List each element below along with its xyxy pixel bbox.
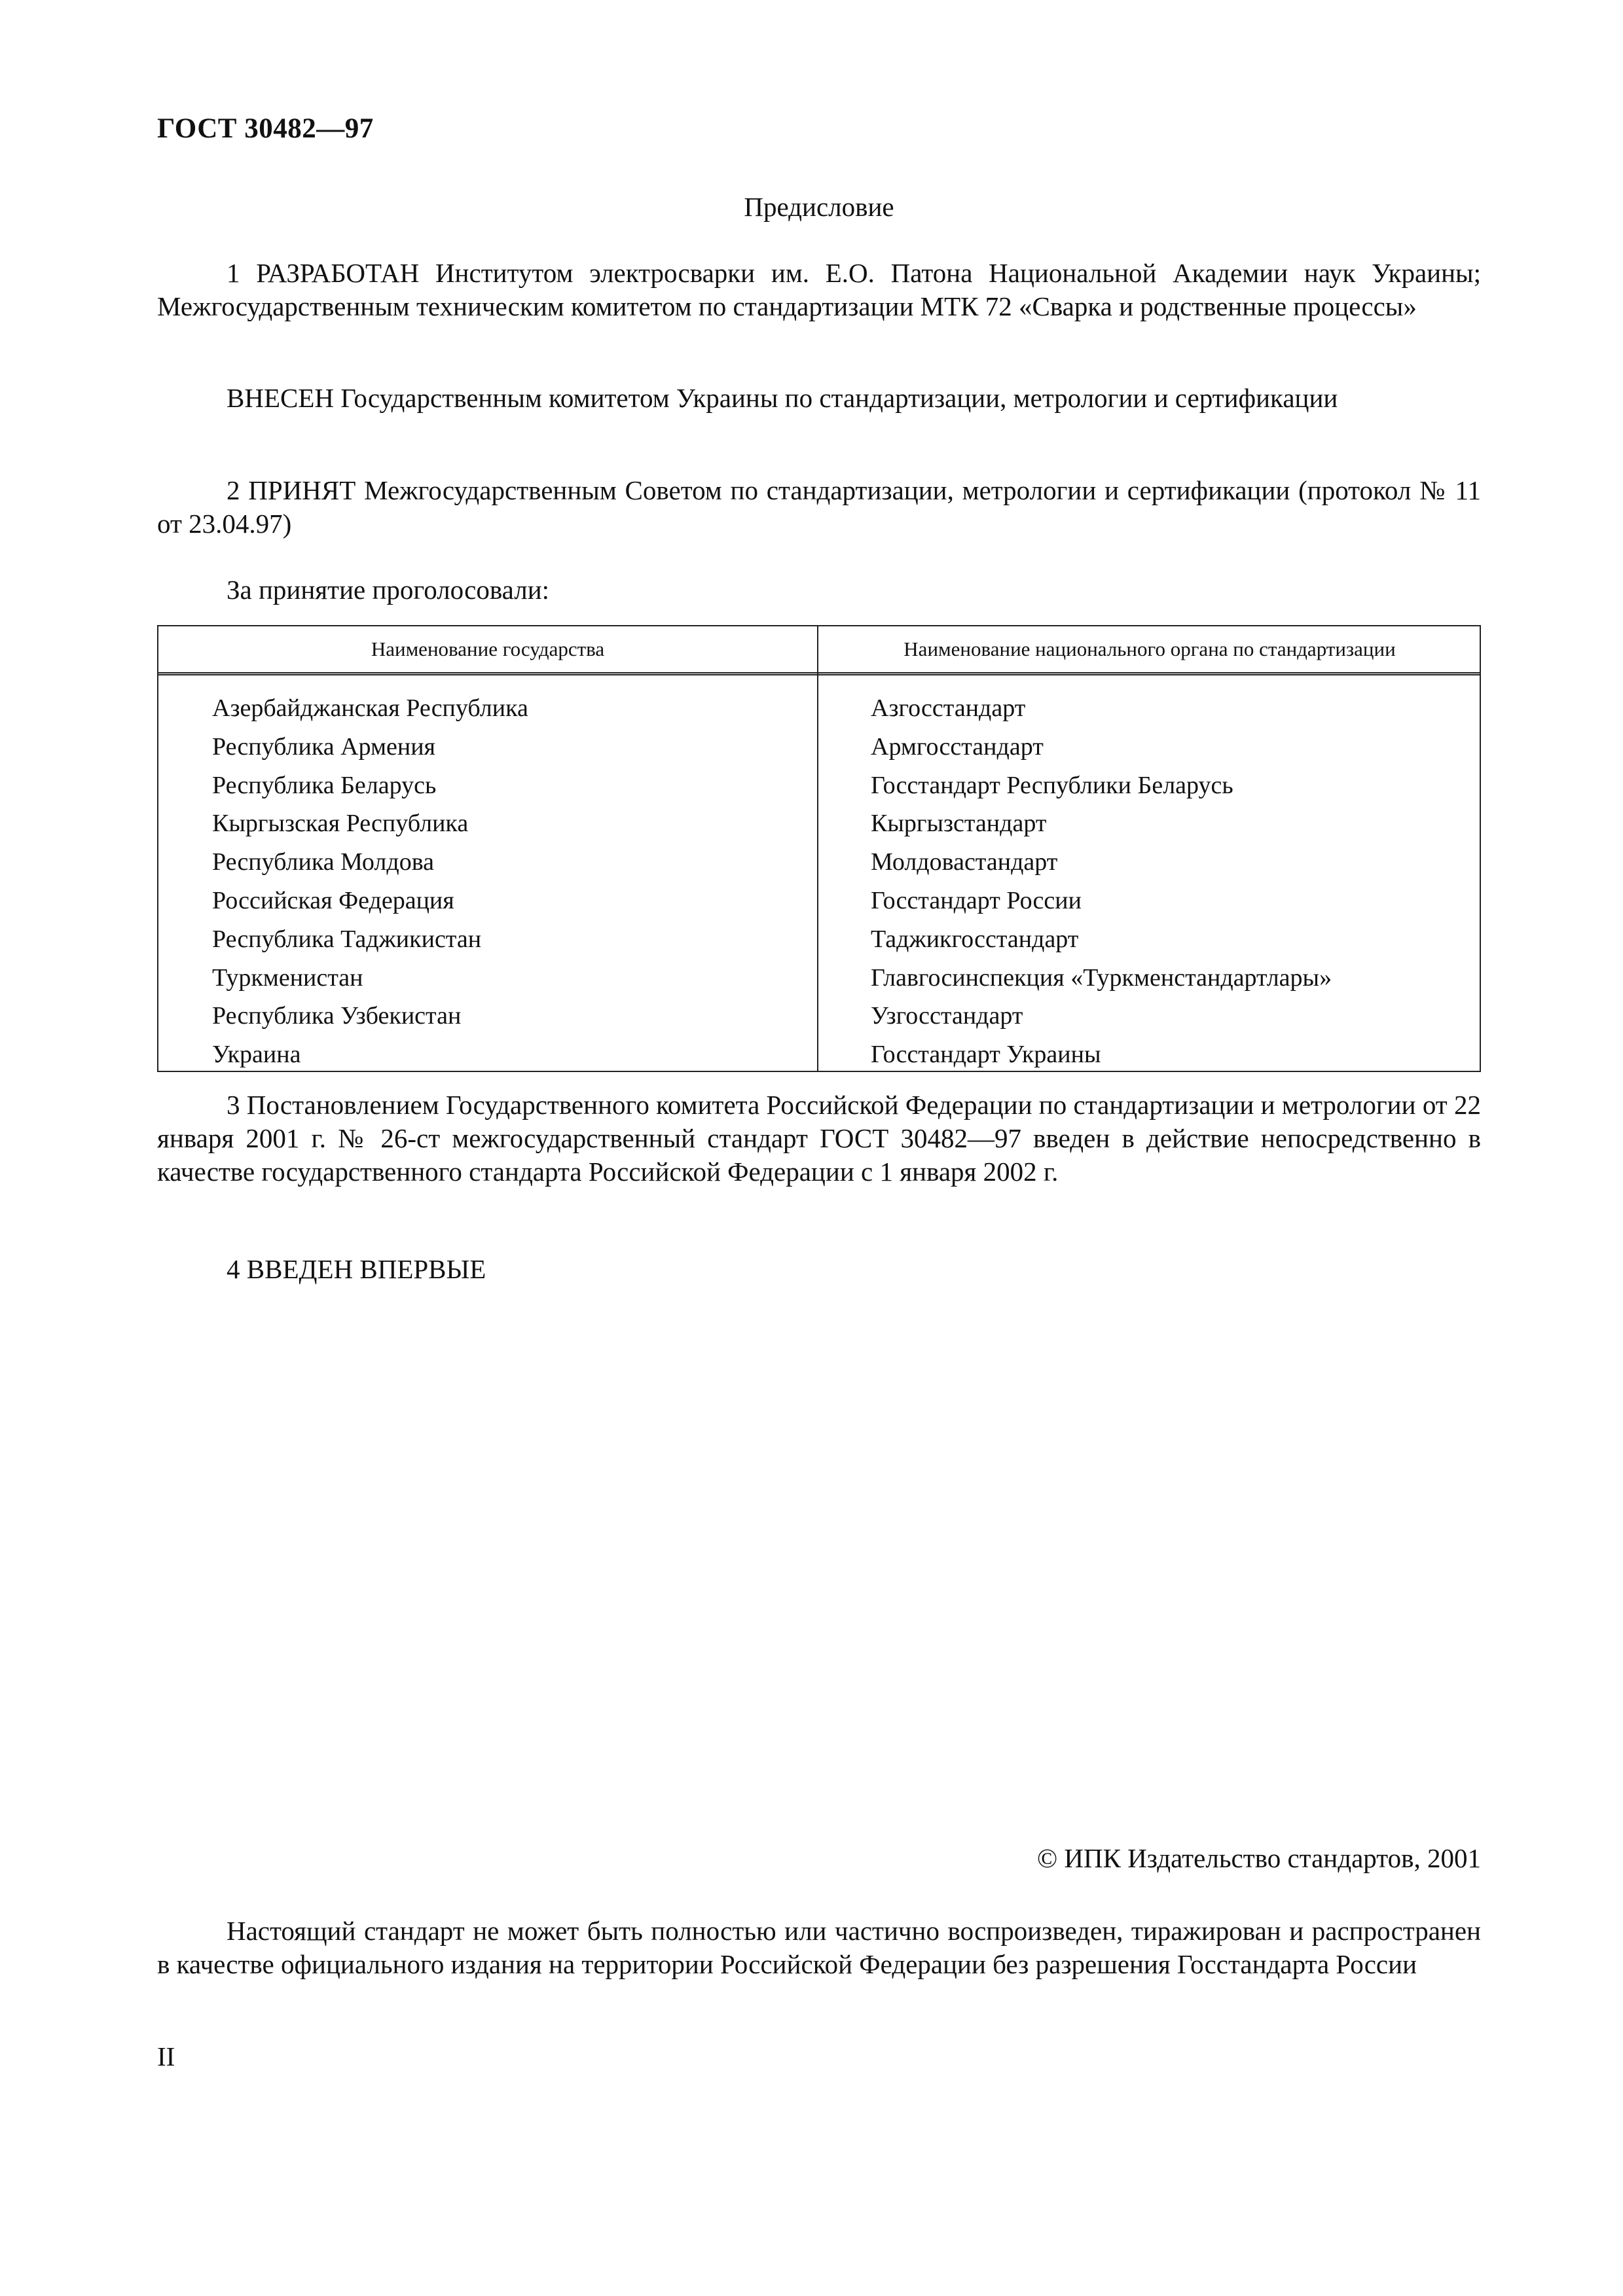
table-row <box>158 959 1480 997</box>
foreword-paragraph-developed: 1 РАЗРАБОТАН Институтом электросварки им. Е.О. Патона Национальной Академии наук Украины; Межгосударственным техническим комитетом по стандартизации МТК 72 «Сварка и родственные процессы» <box>157 258 1481 321</box>
page-number: II <box>157 2041 175 2072</box>
state-cell: Туркменистан <box>212 963 363 992</box>
standards-body-cell: Молдовастандарт <box>871 848 1058 876</box>
standards-body-cell: Азгосстандарт <box>871 694 1026 722</box>
state-cell: Республика Узбекистан <box>212 1002 462 1030</box>
voting-table <box>157 625 1481 1072</box>
state-cell: Азербайджанская Республика <box>212 694 528 722</box>
standards-body-cell: Таджикгосстандарт <box>871 925 1079 953</box>
table-row <box>158 882 1480 920</box>
state-cell: Российская Федерация <box>212 886 454 914</box>
standards-body-cell: Госстандарт Украины <box>871 1041 1101 1069</box>
table-header-standards-body: Наименование национального органа по стандартизации <box>903 637 1396 660</box>
foreword-paragraph-voted: За принятие проголосовали: <box>227 575 550 605</box>
table-row <box>158 997 1480 1035</box>
state-cell: Республика Молдова <box>212 848 435 876</box>
table-header-state: Наименование государства <box>371 637 605 660</box>
state-cell: Республика Таджикистан <box>212 925 482 953</box>
table-row <box>158 728 1480 766</box>
state-cell: Республика Армения <box>212 732 436 761</box>
standards-body-cell: Армгосстандарт <box>871 732 1044 761</box>
state-cell: Кыргызская Республика <box>212 810 469 838</box>
table-row <box>158 689 1480 728</box>
foreword-paragraph-resolution: 3 Постановлением Государственного комитета Российской Федерации по стандартизации и метрологии от 22 января 2001 г. № 26-ст межгосударственный стандарт ГОСТ 30482—97 введен в действие непосредственно в качестве государственного стандарта Российской Федерации с 1 января 2002 г. <box>157 1090 1481 1187</box>
state-cell: Украина <box>212 1041 301 1069</box>
foreword-paragraph-adopted: 2 ПРИНЯТ Межгосударственным Советом по стандартизации, метрологии и сертификации (протокол № 11 от 23.04.97) <box>157 475 1481 539</box>
document-code: ГОСТ 30482—97 <box>157 113 374 144</box>
standards-body-cell: Узгосстандарт <box>871 1002 1023 1030</box>
foreword-paragraph-first-introduced: 4 ВВЕДЕН ВПЕРВЫЕ <box>227 1254 486 1284</box>
table-row <box>158 920 1480 959</box>
table-row <box>158 804 1480 843</box>
table-row <box>158 766 1480 805</box>
copyright-line: © ИПК Издательство стандартов, 2001 <box>1036 1843 1481 1873</box>
standards-body-cell: Госстандарт Республики Беларусь <box>871 771 1233 799</box>
table-row <box>158 1035 1480 1074</box>
table-header-rule <box>158 672 1480 675</box>
table-body <box>158 689 1480 1074</box>
table-row <box>158 843 1480 882</box>
standards-body-cell: Главгосинспекция «Туркменстандартлары» <box>871 963 1332 992</box>
standards-body-cell: Госстандарт России <box>871 886 1082 914</box>
foreword-title: Предисловие <box>744 192 894 222</box>
standards-body-cell: Кыргызстандарт <box>871 810 1047 838</box>
foreword-paragraph-introduced: ВНЕСЕН Государственным комитетом Украины по стандартизации, метрологии и сертификации <box>227 383 1338 413</box>
reproduction-notice: Настоящий стандарт не может быть полностью или частично воспроизведен, тиражирован и распространен в качестве официального издания на территории Российской Федерации без разрешения Госстандарта России <box>157 1916 1481 1979</box>
state-cell: Республика Беларусь <box>212 771 437 799</box>
